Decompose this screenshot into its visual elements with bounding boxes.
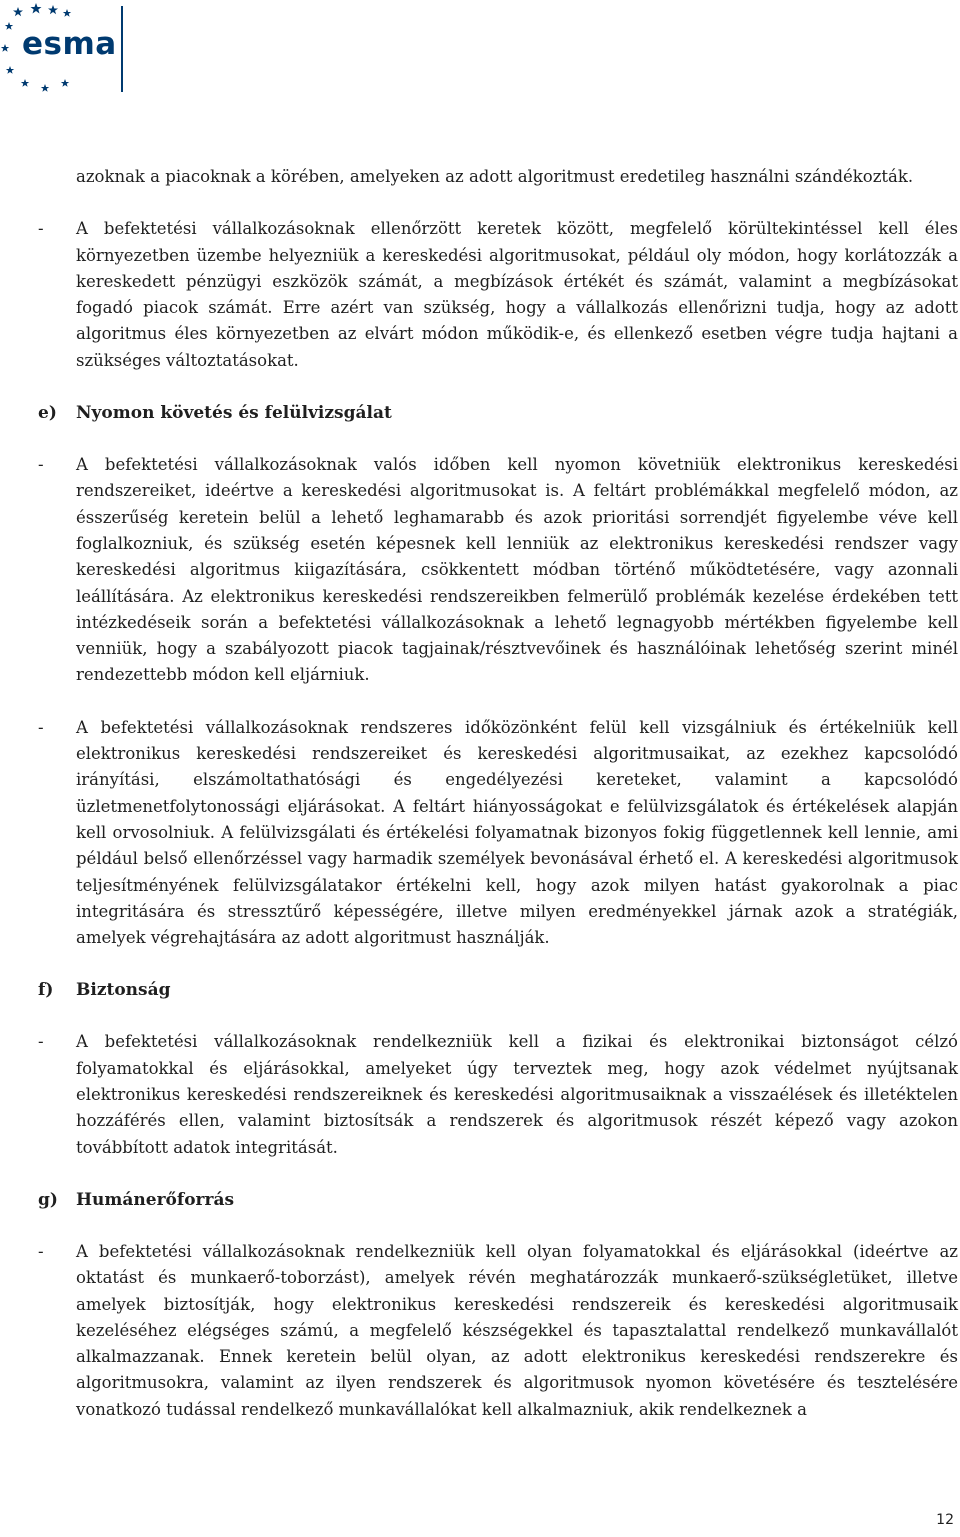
bullet-paragraph xyxy=(38,452,958,689)
section-label: f) xyxy=(38,980,54,1001)
bullet-dash: - xyxy=(38,455,44,475)
section-heading-e xyxy=(38,400,958,426)
bullet-text: A befektetési vállalkozásoknak rendelkezniük kell olyan folyamatokkal és eljárásokkal (ideértve az oktatást és munkaerő-toborzást), amelyek révén meghatározzák munkaerő-szükségletüket, illetve amelyek biztosítják, hogy elektronikus kereskedési rendszereik és kereskedési algoritmusaik kezeléséhez elégséges számú, a megfelelő készségekkel és tapasztalattal rendelkező munkavállalót alkalmazzanak. Ennek keretein belül olyan, az adott elektronikus kereskedési rendszerekre és algoritmusokra, valamint az ilyen rendszerek és algoritmusok nyomon követésére és tesztelésére vonatkozó tudással rendelkező munkavállalókat kell alkalmazniuk, akik rendelkeznek a xyxy=(76,1241,958,1419)
section-label: e) xyxy=(38,403,57,424)
section-title: Nyomon követés és felülvizsgálat xyxy=(76,403,392,424)
bullet-paragraph xyxy=(38,216,958,374)
page-header xyxy=(0,0,960,110)
bullet-dash: - xyxy=(38,1241,44,1261)
section-title: Humánerőforrás xyxy=(76,1189,235,1210)
page-number: 12 xyxy=(936,1512,954,1528)
bullet-text: A befektetési vállalkozásoknak valós időben kell nyomon követniük elektronikus kereskedési rendszereiket, ideértve a kereskedési algoritmusokat is. A feltárt problémákkal megfelelő módon, az ésszerűség keretein belül a lehető leghamarabb és azok prioritási sorrendjét figyelembe véve kell foglalkozniuk, és szükség esetén képesnek kell lenniük az elektronikus kereskedési rendszer vagy kereskedési algoritmus kiigazítására, csökkentett módban történő működtetésére, vagy azonnali leállítására. Az elektronikus kereskedési rendszereikben felmerülő problémák kezelése érdekében tett intézkedéseik során a befektetési vállalkozásoknak a lehető legnagyobb mértékben figyelembe kell venniük, hogy a szabályozott piacok tagjainak/résztvevőinek és használóinak lehetőség szerint minél rendezettebb módon kell eljárniuk. xyxy=(76,455,958,685)
bullet-text: A befektetési vállalkozásoknak rendelkezniük kell a fizikai és elektronikai biztonságot célzó folyamatokkal és eljárásokkal, amelyeket úgy terveztek meg, hogy azok védelmet nyújtsanak elektronikus kereskedési rendszereiknek és kereskedési algoritmusaiknak a visszaélések és illetéktelen hozzáférés ellen, valamint biztosítsák a rendszerek és algoritmusok részét képező vagy azokon továbbított adatok integritását. xyxy=(76,1032,958,1157)
bullet-dash: - xyxy=(38,1032,44,1052)
bullet-dash: - xyxy=(38,219,44,239)
paragraph-continuation: azoknak a piacoknak a körében, amelyeken az adott algoritmust eredetileg használni szándékozták. xyxy=(76,167,914,186)
document-body xyxy=(38,164,958,1423)
bullet-paragraph xyxy=(38,1029,958,1160)
header-divider xyxy=(121,6,123,92)
bullet-text: A befektetési vállalkozásoknak ellenőrzött keretek között, megfelelő körültekintéssel kell éles környezetben üzembe helyezniük a kereskedési algoritmusokat, például oly módon, hogy korlátozzák a kereskedett pénzügyi eszközök számát, a megbízások értékét és számát, valamint a megbízásokat fogadó piacok számát. Erre azért van szükség, hogy a vállalkozás ellenőrizni tudja, hogy az adott algoritmus éles környezetben az elvárt módon működik-e, és ellenkező esetben végre tudja hajtani a szükséges változtatásokat. xyxy=(76,219,958,370)
section-title: Biztonság xyxy=(76,980,171,1001)
bullet-paragraph xyxy=(38,1239,958,1423)
bullet-dash: - xyxy=(38,717,44,737)
section-heading-f xyxy=(38,977,958,1003)
section-label: g) xyxy=(38,1189,58,1210)
esma-logo-text: esma xyxy=(22,26,117,62)
bullet-paragraph xyxy=(38,715,958,952)
section-heading-g xyxy=(38,1187,958,1213)
bullet-text: A befektetési vállalkozásoknak rendszeres időközönként felül kell vizsgálniuk és értékelniük kell elektronikus kereskedési rendszereiket és kereskedési algoritmusaikat, az ezekhez kapcsolódó irányítási, elszámoltathatósági és engedélyezési kereteket, valamint a kapcsolódó üzletmenetfolytonossági eljárásokat. A feltárt hiányosságokat e felülvizsgálatok és értékelések alapján kell orvosolniuk. A felülvizsgálati és értékelési folyamatnak bizonyos fokig függetlennek kell lennie, ami például belső ellenőrzéssel vagy harmadik személyek bevonásával érhető el. A kereskedési algoritmusok teljesítményének felülvizsgálatakor értékelni kell, hogy azok milyen hatást gyakorolnak a piac integritására és stressztűrő képességére, illetve milyen eredményekkel járnak azok a stratégiák, amelyek végrehajtására az adott algoritmust használják. xyxy=(76,717,958,948)
